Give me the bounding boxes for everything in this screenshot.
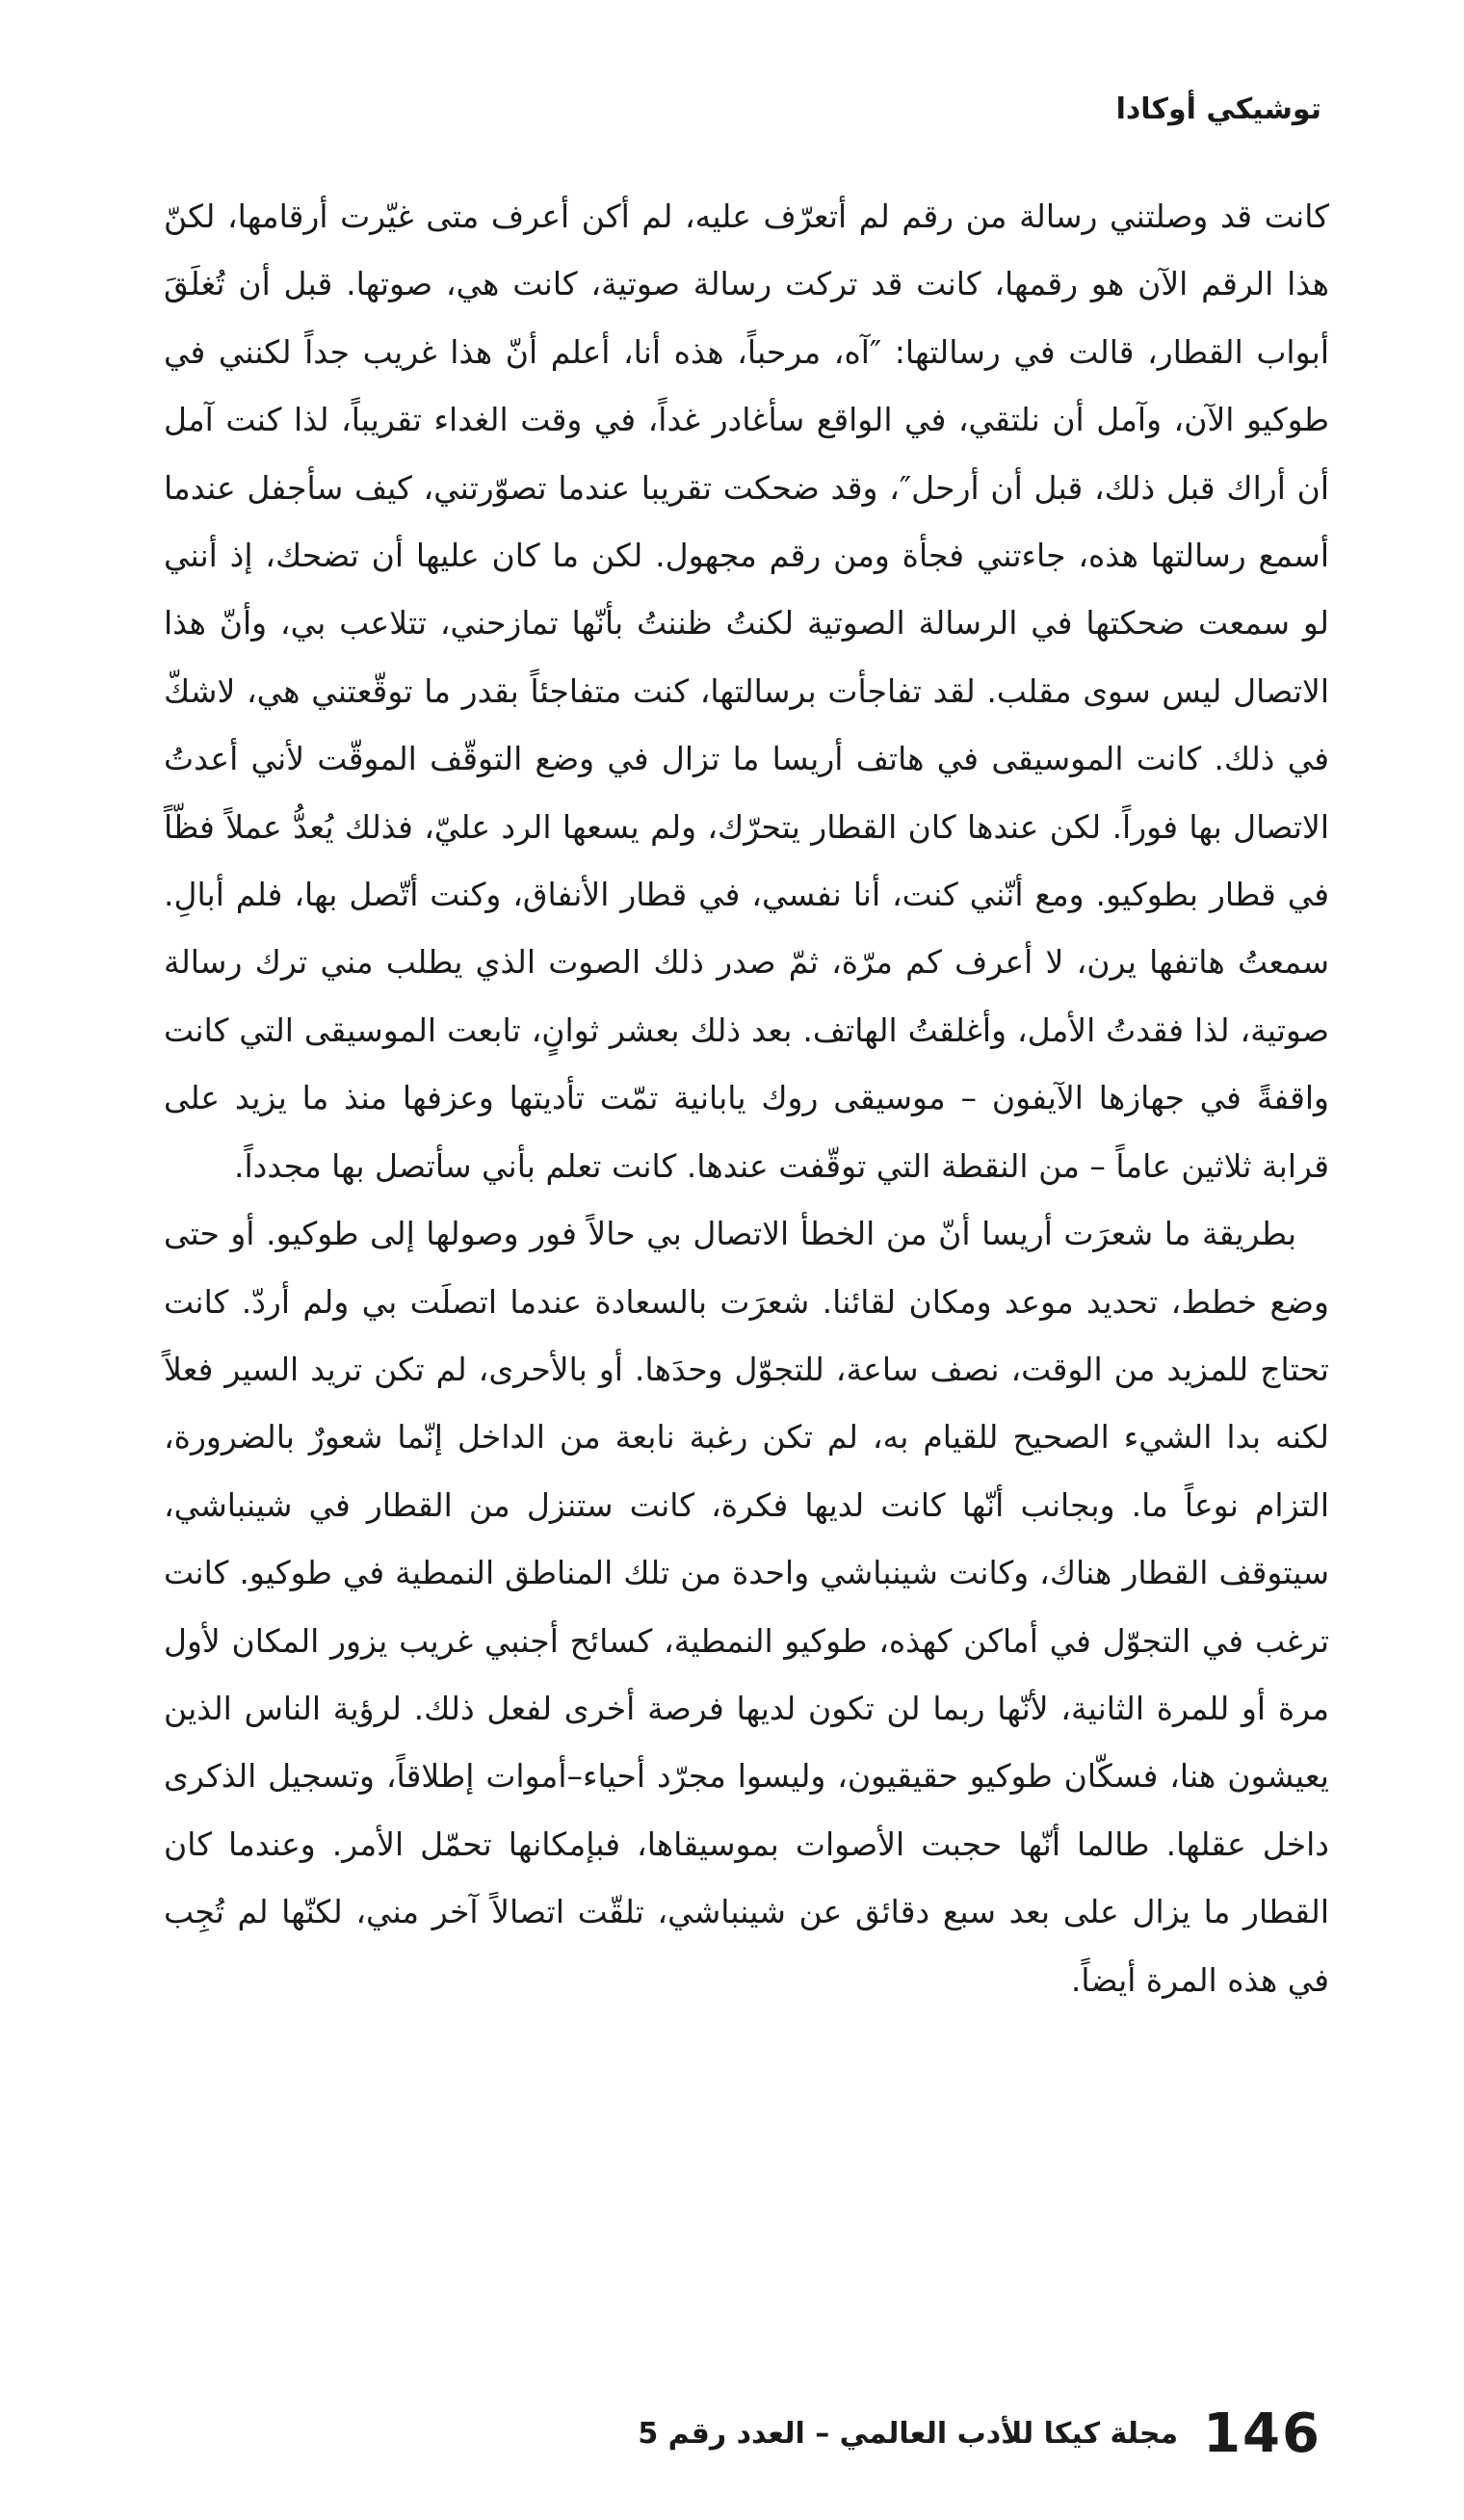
journal-title: مجلة كيكا للأدب العالمي – العدد رقم 5 (638, 2417, 1179, 2451)
page-number: 146 (1203, 2402, 1321, 2465)
page-footer (638, 2402, 1321, 2465)
paragraph-2: بطريقة ما شعرَت أريسا أنّ من الخطأ الاتصال بي حالاً فور وصولها إلى طوكيو. أو حتى وضع خطط، تحديد موعد ومكان لقائنا. شعرَت بالسعادة عندما اتصلَت بي ولم أردّ. كانت تحتاج للمزيد من الوقت، نصف ساعة، للتجوّل وحدَها. أو بالأحرى، لم تكن تريد السير فعلاً لكنه بدا الشيء الصحيح للقيام به، لم تكن رغبة نابعة من الداخل إنّما شعورٌ بالضرورة، التزام نوعاً ما. وبجانب أنّها كانت لديها فكرة، كانت ستنزل من القطار في شينباشي، سيتوقف القطار هناك، وكانت شينباشي واحدة من تلك المناطق النمطية في طوكيو. كانت ترغب في التجوّل في أماكن كهذه، طوكيو النمطية، كسائح أجنبي غريب يزور المكان لأول مرة أو للمرة الثانية، لأنّها ربما لن تكون لديها فرصة أخرى لفعل ذلك. لرؤية الناس الذين يعيشون هنا، فسكّان طوكيو حقيقيون، وليسوا مجرّد أحياء–أموات إطلاقاً، وتسجيل الذكرى داخل عقلها. طالما أنّها حجبت الأصوات بموسيقاها، فبإمكانها تحمّل الأمر. وعندما كان القطار ما يزال على بعد سبع دقائق عن شينباشي، تلقّت اتصالاً آخر مني، لكنّها لم تُجِب في هذه المرة أيضاً. (164, 1215, 1329, 1999)
running-header-author: توشيكي أوكادا (1115, 92, 1321, 126)
paragraph-1: كانت قد وصلتني رسالة من رقم لم أتعرّف عليه، لم أكن أعرف متى غيّرت أرقامها، لكنّ هذا الرقم الآن هو رقمها، كانت قد تركت رسالة صوتية، كانت هي، صوتها. قبل أن تُغلَقَ أبواب القطار، قالت في رسالتها: ″آه، مرحباً، هذه أنا، أعلم أنّ هذا غريب جداً لكنني في طوكيو الآن، وآمل أن نلتقي، في الواقع سأغادر غداً، في وقت الغداء تقريباً، لذا كنت آمل أن أراك قبل ذلك، قبل أن أرحل″، وقد ضحكت تقريبا عندما تصوّرتني، كيف سأجفل عندما أسمع رسالتها هذه، جاءتني فجأة ومن رقم مجهول. لكن ما كان عليها أن تضحك، إذ أنني لو سمعت ضحكتها في الرسالة الصوتية لكنتُ ظننتُ بأنّها تمازحني، تتلاعب بي، وأنّ هذا الاتصال ليس سوى مقلب. لقد تفاجأت برسالتها، كنت متفاجئاً بقدر ما توقّعتني هي، لاشكّ في ذلك. كانت الموسيقى في هاتف أريسا ما تزال في وضع التوقّف الموقّت لأني أعدتُ الاتصال بها فوراً. لكن عندها كان القطار يتحرّك، ولم يسعها الرد عليّ، فذلك يُعدُّ عملاً فظّاً في قطار بطوكيو. ومع أنّني كنت، أنا نفسي، في قطار الأنفاق، وكنت أتّصل بها، فلم أبالِ. سمعتُ هاتفها يرن، لا أعرف كم مرّة، ثمّ صدر ذلك الصوت الذي يطلب مني ترك رسالة صوتية، لذا فقدتُ الأمل، وأغلقتُ الهاتف. بعد ذلك بعشر ثوانٍ، تابعت الموسيقى التي كانت واقفةً في جهازها الآيفون – موسيقى روك يابانية تمّت تأديتها وعزفها منذ ما يزيد على قرابة ثلاثين عاماً – من النقطة التي توقّفت عندها. كانت تعلم بأني سأتصل بها مجدداً. (164, 197, 1329, 1185)
body-text (164, 183, 1329, 2014)
